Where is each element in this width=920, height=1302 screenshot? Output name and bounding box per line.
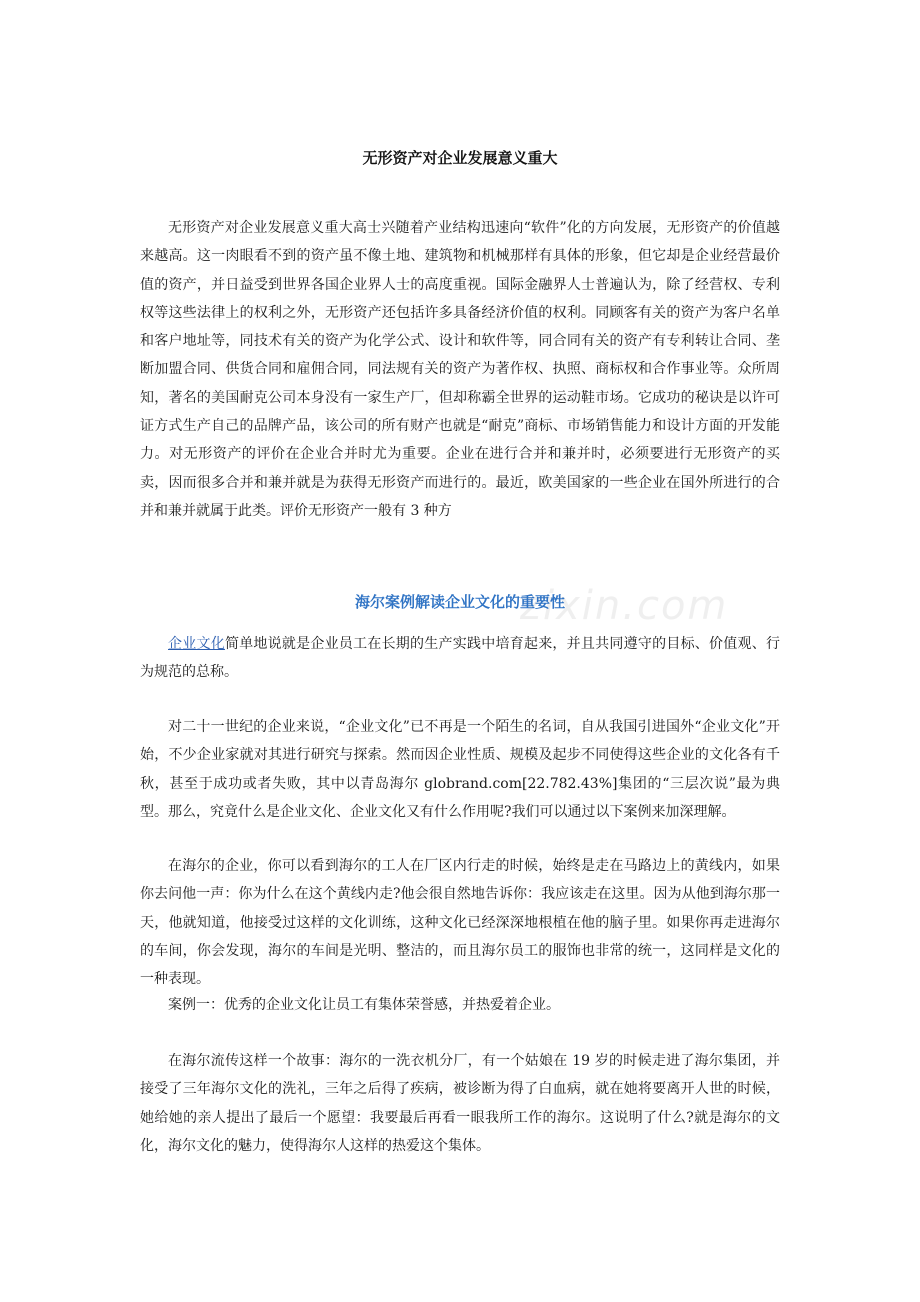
paragraph-corporate-culture-definition xyxy=(140,630,780,687)
corporate-culture-link[interactable]: 企业文化 xyxy=(168,636,225,652)
paragraph-case-one: 案例一：优秀的企业文化让员工有集体荣誉感，并热爱着企业。 xyxy=(168,997,560,1013)
paragraph-haier-story: 在海尔流传这样一个故事：海尔的一洗衣机分厂，有一个姑娘在 19 岁的时候走进了海尔集团，并接受了三年海尔文化的洗礼，三年之后得了疾病，被诊断为得了白血病，就在她将要离开人世的时候，她给她的亲人提出了最后一个愿望：我要最后再看一眼我所工作的海尔。这说明了什么?就是海尔的文化，海尔文化的魅力，使得海尔人这样的热爱这个集体。 xyxy=(140,1053,780,1154)
document-title: 无形资产对企业发展意义重大 xyxy=(362,149,558,167)
paragraph-haier-workers: 在海尔的企业，你可以看到海尔的工人在厂区内行走的时候，始终是走在马路边上的黄线内，如果你去问他一声：你为什么在这个黄线内走?他会很自然地告诉你：我应该走在这里。因为从他到海尔那一天，他就知道，他接受过这样的文化训练，这种文化已经深深地根植在他的脑子里。如果你再走进海尔的车间，你会发现，海尔的车间是光明、整洁的，而且海尔员工的服饰也非常的统一，这同样是文化的一种表现。 xyxy=(140,858,780,988)
paragraph-intangible-assets: 无形资产对企业发展意义重大高士兴随着产业结构迅速向“软件”化的方向发展，无形资产的价值越来越高。这一肉眼看不到的资产虽不像土地、建筑物和机械那样有具体的形象，但它却是企业经营最价值的资产，并日益受到世界各国企业界人士的高度重视。国际金融界人士普遍认为，除了经营权、专利权等这些法律上的权利之外，无形资产还包括许多具备经济价值的权利。同顾客有关的资产为客户名单和客户地址等，同技术有关的资产为化学公式、设计和软件等，同合同有关的资产有专利转让合同、垄断加盟合同、供货合同和雇佣合同，同法规有关的资产为著作权、执照、商标权和合作事业等。众所周知，著名的美国耐克公司本身没有一家生产厂，但却称霸全世界的运动鞋市场。它成功的秘诀是以许可证方式生产自己的品牌产品，该公司的所有财产也就是“耐克”商标、市场销售能力和设计方面的开发能力。对无形资产的评价在企业合并时尤为重要。企业在进行合并和兼并时，必须要进行无形资产的买卖，因而很多合并和兼并就是为获得无形资产而进行的。最近，欧美国家的一些企业在国外所进行的合并和兼并就属于此类。评价无形资产一般有 3 种方 xyxy=(140,220,780,519)
section-title-haier: 海尔案例解读企业文化的重要性 xyxy=(354,593,565,611)
paragraph-21st-century: 对二十一世纪的企业来说，“企业文化”已不再是一个陌生的名词，自从我国引进国外“企业文化”开始，不少企业家就对其进行研究与探索。然而因企业性质、规模及起步不同使得这些企业的文化各有千秋，甚至于成功或者失败，其中以青岛海尔 globrand.com[22.782.43%]集团的“三层次说”最为典型。那么，究竟什么是企业文化、企业文化又有什么作用呢?我们可以通过以下案例来加深理解。 xyxy=(140,719,780,820)
paragraph-text: 简单地说就是企业员工在长期的生产实践中培育起来，并且共同遵守的目标、价值观、行为规范的总称。 xyxy=(140,636,780,681)
watermark: zixin.com xyxy=(520,583,729,629)
